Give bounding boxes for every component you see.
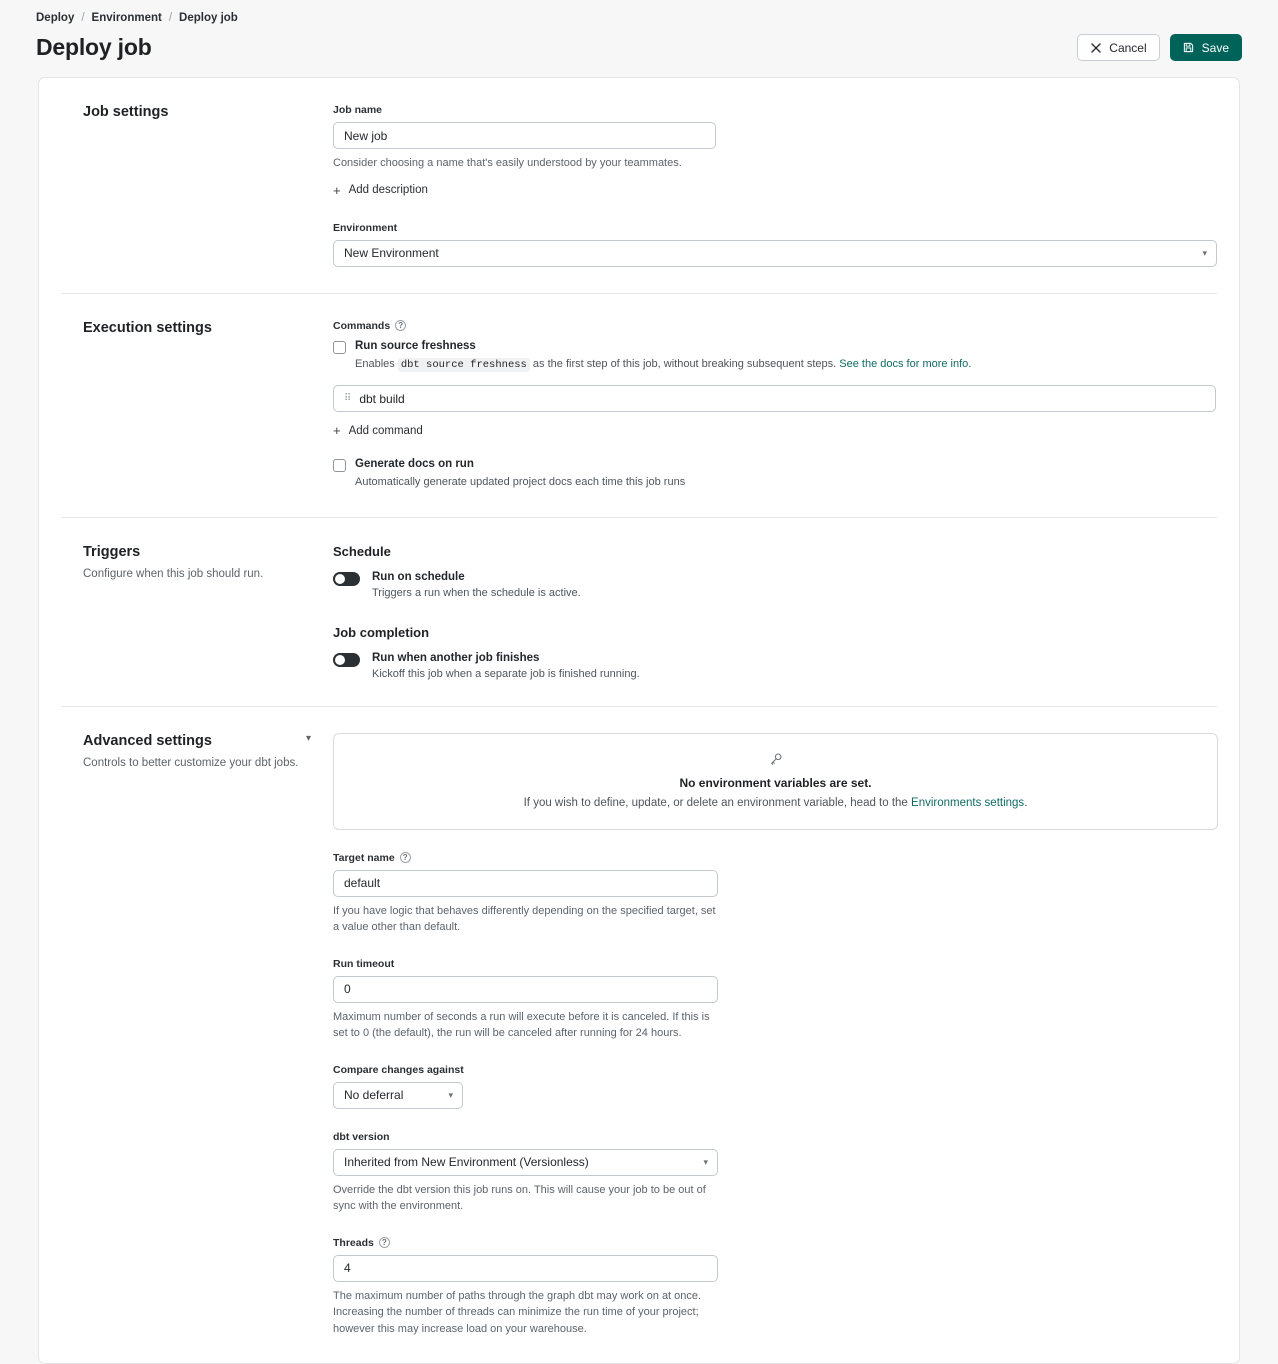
command-input-value: dbt build [359,391,405,406]
job-name-label-text: Job name [333,104,383,116]
freshness-desc-middle: as the first step of this job, without breaking subsequent steps. [532,357,837,370]
run-source-freshness-checkbox[interactable] [333,341,346,354]
page-header [0,24,1278,77]
section-execution-right [333,320,1217,491]
chevron-down-icon: ▾ [703,1156,708,1167]
compare-changes-select[interactable] [333,1082,463,1109]
environment-label-text: Environment [333,221,398,234]
environment-select-value: New Environment [344,246,439,260]
run-source-freshness-desc [355,356,971,374]
generate-docs-label: Generate docs on run [355,458,474,471]
section-job-settings-right [333,104,1217,267]
commands-label-text: Commands [333,319,391,332]
section-job-settings [61,78,1217,293]
schedule-group-title: Schedule [333,543,391,559]
section-title-job-settings: Job settings [83,104,169,120]
run-on-schedule-desc: Triggers a run when the schedule is active. [372,586,581,599]
run-timeout-input[interactable]: 0 [333,976,718,1003]
freshness-desc-prefix: Enables [355,357,395,370]
close-icon [1090,42,1102,54]
help-icon[interactable]: ? [400,852,411,863]
run-on-schedule-label: Run on schedule [372,570,465,583]
job-completion-label: Run when another job finishes [372,651,540,664]
commands-label [333,320,1217,332]
run-source-freshness-row [333,340,1217,374]
run-on-schedule-toggle[interactable] [333,572,360,586]
save-button-label: Save [1201,40,1229,55]
threads-label-text: Threads [333,1236,374,1249]
environment-variables-empty-state [333,733,1218,830]
cancel-button[interactable] [1077,34,1159,61]
run-on-schedule-row [333,571,1217,599]
help-icon[interactable]: ? [379,1237,390,1248]
header-actions [1077,34,1242,61]
compare-changes-value: No deferral [344,1088,404,1103]
environment-label [333,222,1217,234]
toggle-knob [335,655,345,665]
add-description-button[interactable] [333,184,428,197]
run-when-another-job-finishes-row [333,652,1217,680]
breadcrumb [0,0,1278,24]
section-triggers-right [333,544,1217,680]
dbt-version-label-text: dbt version [333,1130,390,1143]
run-when-another-job-finishes-toggle[interactable] [333,653,360,667]
target-name-hint: If you have logic that behaves differently depending on the specified target, set a value other than default. [333,904,716,934]
section-execution-settings [61,293,1217,517]
generate-docs-desc: Automatically generate updated project docs each time this job runs [355,476,686,489]
plus-icon: + [333,423,341,439]
breadcrumb-item-environment[interactable]: Environment [91,12,162,24]
freshness-docs-link[interactable]: See the docs for more info. [839,357,972,370]
key-icon [334,752,1217,769]
env-vars-empty-title: No environment variables are set. [679,775,872,790]
cancel-button-label: Cancel [1109,40,1147,55]
target-name-label-text: Target name [333,851,395,864]
dbt-version-hint: Override the dbt version this job runs on. This will cause your job to be out of sync with the environment. [333,1183,706,1213]
run-timeout-label [333,958,1218,970]
toggle-knob [335,574,345,584]
compare-changes-label [333,1064,1218,1076]
target-name-label [333,852,1218,864]
job-completion-group-title: Job completion [333,624,430,640]
section-title-advanced-settings: Advanced settings [83,732,212,749]
chevron-down-icon: ▾ [448,1089,453,1100]
run-timeout-hint: Maximum number of seconds a run will execute before it is canceled. If this is set to 0 (the default), the run will be canceled after running for 24 hours. [333,1010,710,1040]
job-name-label [333,104,1217,116]
plus-icon: + [333,182,341,198]
section-advanced-right [333,733,1218,1338]
dbt-version-select[interactable] [333,1149,718,1176]
drag-handle-icon[interactable]: ⠿ [344,393,351,405]
section-execution-left [61,320,333,491]
environment-select[interactable] [333,240,1217,267]
section-job-settings-left [61,104,333,267]
section-advanced-left [61,733,333,1338]
help-icon[interactable]: ? [395,320,406,331]
section-title-execution-settings: Execution settings [83,319,212,336]
section-triggers-left [61,544,333,680]
env-vars-empty-desc [334,797,1217,809]
add-command-button[interactable] [333,424,423,437]
section-advanced-settings [61,706,1217,1364]
page-title: Deploy job [36,34,152,60]
freshness-command-code: dbt source freshness [398,358,530,372]
compare-changes-label-text: Compare changes against [333,1063,464,1076]
threads-hint: The maximum number of paths through the graph dbt may work on at once. Increasing the number of threads can minimize the run time of your project; however this may increase load on your warehouse. [333,1289,702,1335]
env-vars-desc-prefix: If you wish to define, update, or delete an environment variable, head to the [523,796,908,809]
env-vars-desc-suffix: . [1024,796,1028,809]
add-description-label: Add description [348,184,428,196]
generate-docs-checkbox[interactable] [333,459,346,472]
chevron-down-icon: ▾ [1202,247,1207,258]
dbt-version-value: Inherited from New Environment (Versionless) [344,1155,589,1170]
dbt-version-label [333,1131,1218,1143]
job-name-hint: Consider choosing a name that's easily understood by your teammates. [333,157,682,169]
job-completion-desc: Kickoff this job when a separate job is finished running. [372,667,640,680]
environments-settings-link[interactable]: Environments settings [911,796,1025,809]
section-subtitle-triggers: Configure when this job should run. [83,567,264,580]
section-title-triggers: Triggers [83,543,141,560]
job-settings-card [38,77,1240,1364]
target-name-input[interactable]: default [333,870,718,897]
run-source-freshness-label: Run source freshness [355,339,476,352]
generate-docs-row [333,458,1217,491]
section-triggers [61,517,1217,706]
run-timeout-label-text: Run timeout [333,957,395,970]
save-disk-icon [1183,42,1195,54]
section-subtitle-advanced-settings: Controls to better customize your dbt jobs. [83,756,299,769]
save-button[interactable] [1170,34,1242,61]
breadcrumb-item-deploy-job[interactable]: Deploy job [179,12,238,24]
breadcrumb-item-deploy[interactable]: Deploy [36,12,75,24]
breadcrumb-separator: / [168,12,173,24]
chevron-down-icon[interactable]: ▾ [305,732,311,744]
threads-input[interactable]: 4 [333,1255,718,1282]
job-name-input[interactable]: New job [333,122,716,149]
command-input-row[interactable] [333,385,1216,412]
threads-label [333,1237,1218,1249]
add-command-label: Add command [348,424,423,437]
breadcrumb-separator: / [81,12,85,24]
